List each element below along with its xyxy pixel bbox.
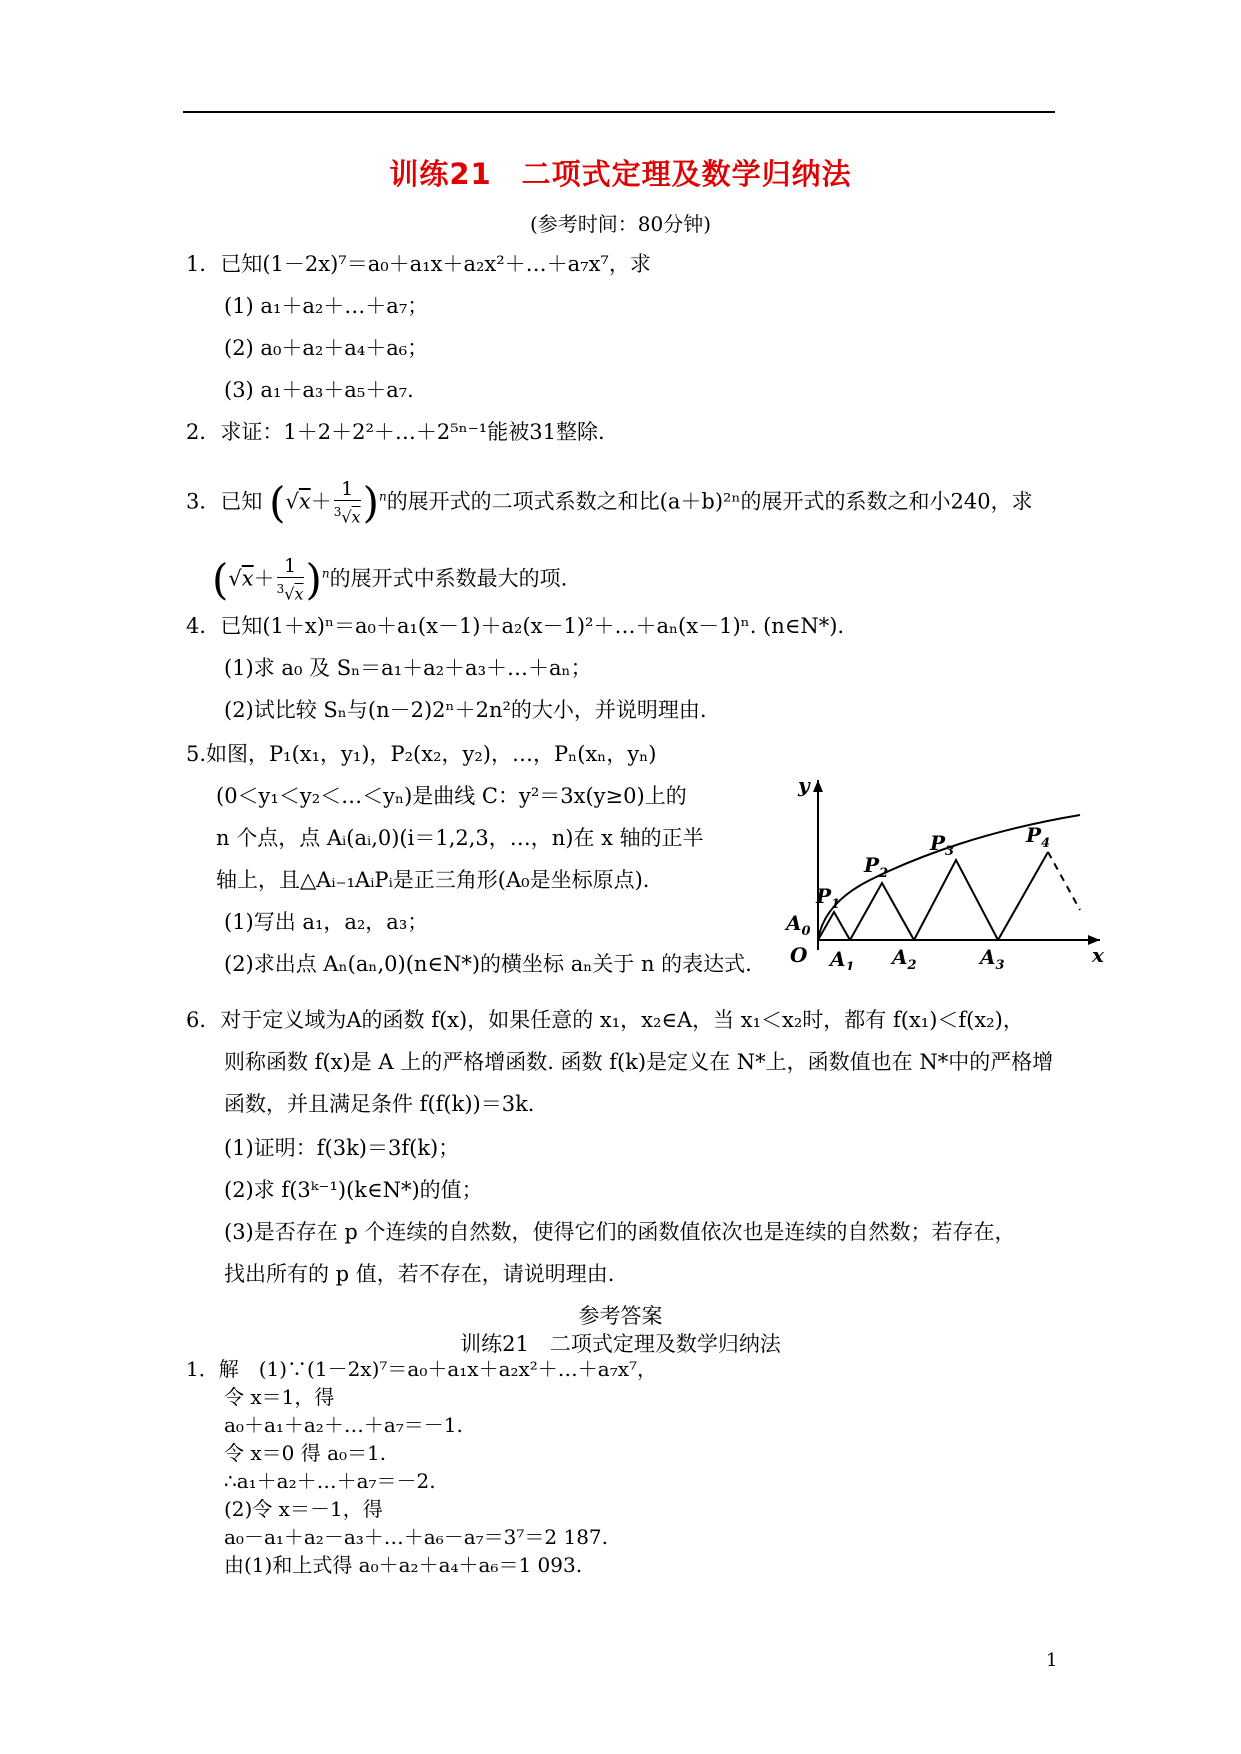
triangle-3 [914, 860, 998, 940]
answer-line-5: ∴a₁＋a₂＋…＋a₇＝－2. [224, 1469, 436, 1493]
q5-part1: (1)写出 a₁，a₂，a₃； [224, 910, 429, 934]
answer-line-1: 1．解 (1)∵(1－2x)⁷＝a₀＋a₁x＋a₂x²＋…＋a₇x⁷， [186, 1357, 658, 1381]
label-p1: $P_1$ [816, 884, 841, 912]
answer-line-2: 令 x＝1，得 [224, 1385, 335, 1409]
answer-line-8: 由(1)和上式得 a₀＋a₂＋a₄＋a₆＝1 093. [224, 1553, 583, 1577]
q5-line1: 5.如图，P₁(x₁，y₁)，P₂(x₂，y₂)，…，Pₙ(xₙ，yₙ) [186, 742, 657, 766]
label-a2: $A_2$ [892, 945, 917, 970]
q2-stem: 2．求证：1＋2＋2²＋…＋2⁵ⁿ⁻¹能被31整除. [186, 420, 605, 444]
label-a1: $A_1$ [830, 947, 855, 970]
curve-figure [780, 770, 1110, 970]
label-a0: $A_0$ [786, 911, 811, 939]
q4-part2: (2)试比较 Sₙ与(n－2)2ⁿ＋2n²的大小，并说明理由. [224, 698, 707, 722]
q3-mid: 的展开式的二项式系数之和比(a＋b)²ⁿ的展开式的系数之和小240，求 [386, 489, 1033, 514]
q6-line1: 6．对于定义域为A的函数 f(x)，如果任意的 x₁，x₂∈A，当 x₁＜x₂时，都有 f(x₁)＜f(x₂)， [186, 1008, 1024, 1032]
answer-line-7: a₀－a₁＋a₂－a₃＋…＋a₆－a₇＝3⁷＝2 187. [224, 1525, 609, 1549]
answer-line-4: 令 x＝0 得 a₀＝1. [224, 1441, 387, 1465]
q5-line2: (0＜y₁＜y₂＜…＜yₙ)是曲线 C：y²＝3x(y≥0)上的 [216, 784, 687, 808]
triangle-2 [850, 883, 914, 940]
q1-part1: (1) a₁＋a₂＋…＋a₇； [224, 294, 429, 318]
triangle-4-side [998, 852, 1048, 940]
page-title: 训练21 二项式定理及数学归纳法 [389, 157, 852, 191]
q3-right-paren: ) [362, 478, 379, 528]
q6-part2: (2)求 f(3ᵏ⁻¹)(k∈N*)的值； [224, 1178, 483, 1202]
q3-head: 3．已知 [186, 489, 263, 514]
q6-part1: (1)证明：f(3k)＝3f(k)； [224, 1136, 460, 1160]
triangle-4-dashed [1048, 852, 1080, 910]
q3-left-paren: ( [269, 478, 286, 528]
q3-tail: 的展开式中系数最大的项. [329, 566, 568, 591]
y-axis-label: y [798, 773, 810, 797]
q3-stem: 3．已知 (√x＋ $\frac{1}{^3√x}$ )$^n$的展开式的二项式系数之和比(a＋b)²ⁿ的展开式的系数之和小240，求 [186, 478, 1033, 528]
label-p2: $P_2$ [864, 853, 889, 881]
q1-part2: (2) a₀＋a₂＋a₄＋a₆； [224, 336, 429, 360]
answer-line-3: a₀＋a₁＋a₂＋…＋a₇＝－1. [224, 1413, 463, 1437]
label-a3: $A_3$ [980, 945, 1005, 970]
q3-line2: (√x＋ $\frac{1}{^3√x}$ )$^n$的展开式中系数最大的项. [212, 555, 568, 605]
q5-part2: (2)求出点 Aₙ(aₙ,0)(n∈N*)的横坐标 aₙ关于 n 的表达式. [224, 952, 752, 976]
q5-line3: n 个点，点 Aᵢ(aᵢ,0)(i＝1,2,3，…，n)在 x 轴的正半 [216, 826, 704, 850]
label-p4: $P_4$ [1026, 823, 1051, 851]
q6-line2: 则称函数 f(x)是 A 上的严格增函数. 函数 f(k)是定义在 N*上，函数值也在 N*中的严格增 [224, 1050, 1054, 1074]
q6-part3: (3)是否存在 p 个连续的自然数，使得它们的函数值依次也是连续的自然数；若存在， [224, 1220, 1016, 1244]
q1-part3: (3) a₁＋a₃＋a₅＋a₇. [224, 378, 414, 402]
q1-stem: 1．已知(1－2x)⁷＝a₀＋a₁x＋a₂x²＋…＋a₇x⁷，求 [186, 252, 651, 276]
q4-part1: (1)求 a₀ 及 Sₙ＝a₁＋a₂＋a₃＋…＋aₙ； [224, 656, 592, 680]
label-p3: $P_3$ [930, 831, 955, 859]
page-subtitle: (参考时间：80分钟) [529, 212, 712, 236]
origin-label: O [790, 943, 808, 967]
answers-subheading: 训练21 二项式定理及数学归纳法 [460, 1332, 781, 1356]
q4-stem: 4．已知(1＋x)ⁿ＝a₀＋a₁(x－1)＋a₂(x－1)²＋…＋aₙ(x－1)ⁿ. (n∈N*). [186, 614, 845, 638]
header-rule [183, 111, 1055, 113]
page-number: 1 [1046, 1650, 1058, 1671]
x-axis-label: x [1092, 943, 1104, 967]
q5-line4: 轴上，且△Aᵢ₋₁AᵢPᵢ是正三角形(A₀是坐标原点). [216, 868, 650, 892]
q6-part4: 找出所有的 p 值，若不存在，请说明理由. [224, 1262, 615, 1286]
answers-heading: 参考答案 [578, 1304, 663, 1328]
q3-sqrt: √x [285, 489, 311, 514]
answer-line-6: (2)令 x＝－1，得 [224, 1497, 383, 1521]
q6-line3: 函数，并且满足条件 f(f(k))＝3k. [224, 1092, 535, 1116]
y-axis-arrow [813, 780, 823, 792]
q3-fraction: $\frac{1}{^3√x}$ [333, 478, 361, 527]
